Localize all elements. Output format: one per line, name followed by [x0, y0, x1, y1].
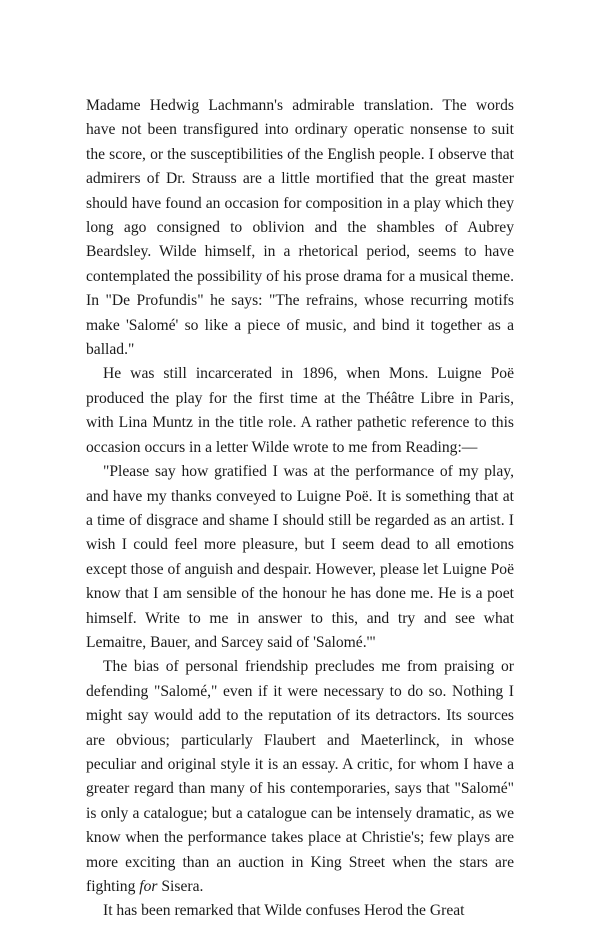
paragraph-2: [86, 362, 514, 460]
paragraph-4-italic-word: for: [139, 878, 158, 895]
paragraph-5-text: It has been remarked that Wilde confuses Herod the Great: [103, 902, 465, 920]
paragraph-4-text: The bias of personal friendship precludes me from praising or defending "Salomé," even if it were necessary to do so. Nothing I might say would add to the reputation of its detractors. Its sources are obvious; particularly Flaubert and Maeterlinck, in whose peculiar and original style it is an essay. A critic, for whom I have a greater regard than many of his contemporaries, says that "Salomé" is only a catalogue; but a catalogue can be intensely dramatic, as we know when the performance takes place at Christie's; few plays are more exciting than an auction in King Street when the stars are fighting: [86, 658, 514, 895]
paragraph-3-letter-quote: [86, 460, 514, 655]
paragraph-4: [86, 655, 514, 899]
paragraph-4-text-end: Sisera.: [157, 878, 204, 895]
paragraph-3-text: "Please say how gratified I was at the performance of my play, and have my thanks conveyed to Luigne Poë. It is something that at a time of disgrace and shame I should still be regarded as an artist. I wish I could feel more pleasure, but I seem dead to all emotions except those of anguish and despair. However, please let Luigne Poë know that I am sensible of the honour he has done me. He is a poet himself. Write to me in answer to this, and try and see what Lemaitre, Bauer, and Sarcey said of 'Salomé.'": [86, 463, 514, 651]
paragraph-5-last-line: [86, 899, 514, 923]
paragraph-2-text: He was still incarcerated in 1896, when Mons. Luigne Poë produced the play for the first time at the Théâtre Libre in Paris, with Lina Muntz in the title role. A rather pathetic reference to this occasion occurs in a letter Wilde wrote to me from Reading:—: [86, 365, 514, 456]
page-body: [86, 94, 514, 924]
paragraph-1-text: Madame Hedwig Lachmann's admirable translation. The words have not been transfigured into ordinary operatic nonsense to suit the score, or the susceptibilities of the English people. I observe that admirers of Dr. Strauss are a little mortified that the great master should have found an occasion for composition in a play which they long ago consigned to oblivion and the shambles of Aubrey Beardsley. Wilde himself, in a rhetorical period, seems to have contemplated the possibility of his prose drama for a musical theme. In "De Profundis" he says: "The refrains, whose recurring motifs make 'Salomé' so like a piece of music, and bind it together as a ballad.": [86, 97, 514, 359]
paragraph-1: [86, 94, 514, 362]
